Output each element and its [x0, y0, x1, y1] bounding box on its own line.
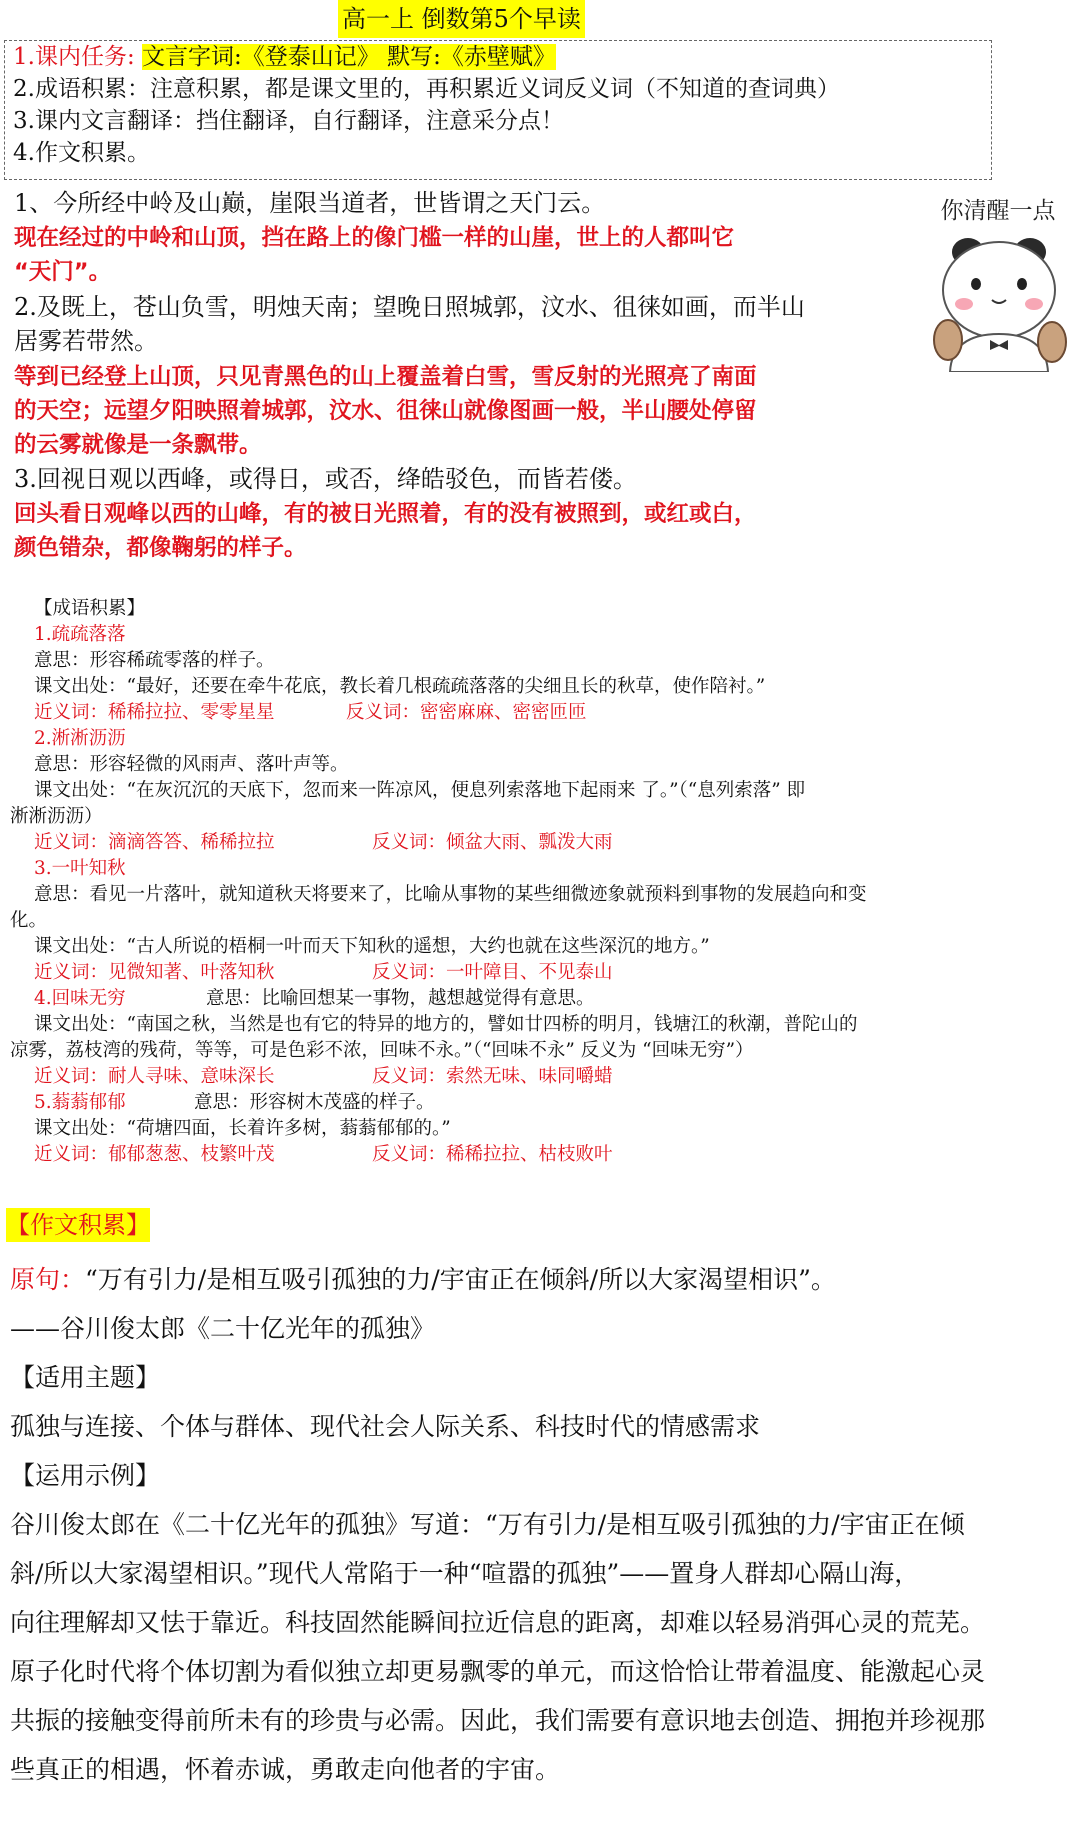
translation-3b: 颜色错杂，都像鞠躬的样子。 [14, 535, 307, 561]
task-1-highlight: 文言字词:《登泰山记》 默写:《赤壁赋》 [142, 44, 556, 70]
translation-2c: 的云雾就像是一条飘带。 [14, 432, 262, 458]
idiom-1-synonyms: 近义词：稀稀拉拉、零零星星 [34, 702, 275, 723]
idiom-1-meaning: 意思：形容稀疏零落的样子。 [34, 650, 275, 671]
quote-text: “万有引力/是相互吸引孤独的力/宇宙正在倾斜/所以大家渴望相识”。 [85, 1265, 836, 1294]
panda-sticker [928, 186, 1068, 372]
sticker-caption: 你清醒一点 [940, 198, 1056, 224]
idiom-2-synonyms: 近义词：滴滴答答、稀稀拉拉 [34, 832, 275, 853]
quote-label: 原句： [10, 1265, 86, 1294]
classical-sentence-2b: 居雾若带然。 [14, 327, 158, 355]
example-line-3: 向往理解却又怯于靠近。科技固然能瞬间拉近信息的距离，却难以轻易消弭心灵的荒芜。 [10, 1608, 986, 1637]
task-2: 2.成语积累：注意积累，都是课文里的，再积累近义词反义词（不知道的查词典） [13, 76, 840, 102]
task-3: 3.课内文言翻译：挡住翻译，自行翻译，注意采分点！ [13, 108, 564, 134]
idiom-3-source: 课文出处：“古人所说的梧桐一叶而天下知秋的遥想，大约也就在这些深沉的地方。” [34, 936, 710, 957]
writing-section-header: 【作文积累】 [6, 1208, 150, 1242]
idiom-3-meaning-cont: 化。 [10, 910, 48, 931]
idiom-4-antonyms: 反义词：索然无味、味同嚼蜡 [372, 1066, 613, 1087]
idiom-4-meaning: 意思：比喻回想某一事物，越想越觉得有意思。 [206, 988, 595, 1009]
idiom-5-source: 课文出处：“荷塘四面，长着许多树，蓊蓊郁郁的。” [34, 1118, 451, 1139]
idiom-1-antonyms: 反义词：密密麻麻、密密匝匝 [346, 702, 587, 723]
translation-1b: “天门”。 [14, 259, 112, 285]
idiom-2-source: 课文出处：“在灰沉沉的天底下，忽而来一阵凉风，便息列索落地下起雨来 了。”（“息列索落” 即 [34, 780, 806, 801]
translation-2b: 的天空；远望夕阳映照着城郭，汶水、徂徕山就像图画一般，半山腰处停留 [14, 398, 757, 424]
idiom-5-meaning: 意思：形容树木茂盛的样子。 [194, 1092, 435, 1113]
idiom-3-antonyms: 反义词：一叶障目、不见泰山 [372, 962, 613, 983]
quote-line [10, 1262, 836, 1298]
idiom-3-title: 3.一叶知秋 [34, 858, 126, 879]
idiom-2-source-cont: 淅淅沥沥） [10, 806, 103, 827]
idiom-5-antonyms: 反义词：稀稀拉拉、枯枝败叶 [372, 1144, 613, 1165]
example-line-6: 些真正的相遇，怀着赤诚，勇敢走向他者的宇宙。 [10, 1755, 561, 1784]
task-1 [13, 41, 556, 73]
example-line-1: 谷川俊太郎在《二十亿光年的孤独》写道：“万有引力/是相互吸引孤独的力/宇宙正在倾 [10, 1510, 965, 1539]
task-4: 4.作文积累。 [13, 140, 150, 166]
idiom-3-meaning: 意思：看见一片落叶，就知道秋天将要来了，比喻从事物的某些细微迹象就预料到事物的发展趋向和变 [34, 884, 867, 905]
idiom-4-source-cont: 凉雾，荔枝湾的残荷，等等，可是色彩不浓，回味不永。”（“回味不永” 反义为 “回味无穷”） [10, 1040, 754, 1061]
classical-sentence-3: 3.回视日观以西峰，或得日，或否，绛皓驳色，而皆若偻。 [14, 465, 637, 493]
idiom-section-header: 【成语积累】 [34, 598, 146, 619]
idiom-4-synonyms: 近义词：耐人寻味、意味深长 [34, 1066, 275, 1087]
idiom-5-synonyms: 近义词：郁郁葱葱、枝繁叶茂 [34, 1144, 275, 1165]
task-box [4, 40, 992, 180]
translation-3a: 回头看日观峰以西的山峰，有的被日光照着，有的没有被照到，或红或白， [14, 501, 757, 527]
example-line-4: 原子化时代将个体切割为看似独立却更易飘零的单元，而这恰恰让带着温度、能激起心灵 [10, 1657, 986, 1686]
example-header: 【运用示例】 [10, 1461, 161, 1490]
themes-header: 【适用主题】 [10, 1363, 161, 1392]
classical-sentence-1: 1、今所经中岭及山巅，崖限当道者，世皆谓之天门云。 [14, 189, 606, 217]
page-title: 高一上 倒数第5个早读 [338, 0, 585, 38]
idiom-2-title: 2.淅淅沥沥 [34, 728, 126, 749]
idiom-5-title: 5.蓊蓊郁郁 [34, 1092, 126, 1113]
classical-sentence-2a: 2.及既上，苍山负雪，明烛天南；望晚日照城郭，汶水、徂徕如画，而半山 [14, 293, 805, 321]
quote-author: ——谷川俊太郎《二十亿光年的孤独》 [10, 1314, 436, 1343]
idiom-1-title: 1.疏疏落落 [34, 624, 126, 645]
translation-2a: 等到已经登上山顶，只见青黑色的山上覆盖着白雪，雪反射的光照亮了南面 [14, 364, 757, 390]
idiom-4-title: 4.回味无穷 [34, 988, 126, 1009]
idiom-2-meaning: 意思：形容轻微的风雨声、落叶声等。 [34, 754, 349, 775]
idiom-2-antonyms: 反义词：倾盆大雨、瓢泼大雨 [372, 832, 613, 853]
task-1-label: 1.课内任务: [13, 44, 135, 70]
example-line-2: 斜/所以大家渴望相识。”现代人常陷于一种“喧嚣的孤独”——置身人群却心隔山海， [10, 1559, 920, 1588]
idiom-3-synonyms: 近义词：见微知著、叶落知秋 [34, 962, 275, 983]
idiom-1-source: 课文出处：“最好，还要在牵牛花底，教长着几根疏疏落落的尖细且长的秋草，使作陪衬。” [34, 676, 766, 697]
panda-icon [928, 222, 1068, 372]
example-line-5: 共振的接触变得前所未有的珍贵与必需。因此，我们需要有意识地去创造、拥抱并珍视那 [10, 1706, 986, 1735]
themes-text: 孤独与连接、个体与群体、现代社会人际关系、科技时代的情感需求 [10, 1412, 761, 1441]
idiom-4-source: 课文出处：“南国之秋，当然是也有它的特异的地方的，譬如廿四桥的明月，钱塘江的秋潮，普陀山的 [34, 1014, 858, 1035]
translation-1a: 现在经过的中岭和山顶，挡在路上的像门槛一样的山崖，世上的人都叫它 [14, 225, 735, 251]
